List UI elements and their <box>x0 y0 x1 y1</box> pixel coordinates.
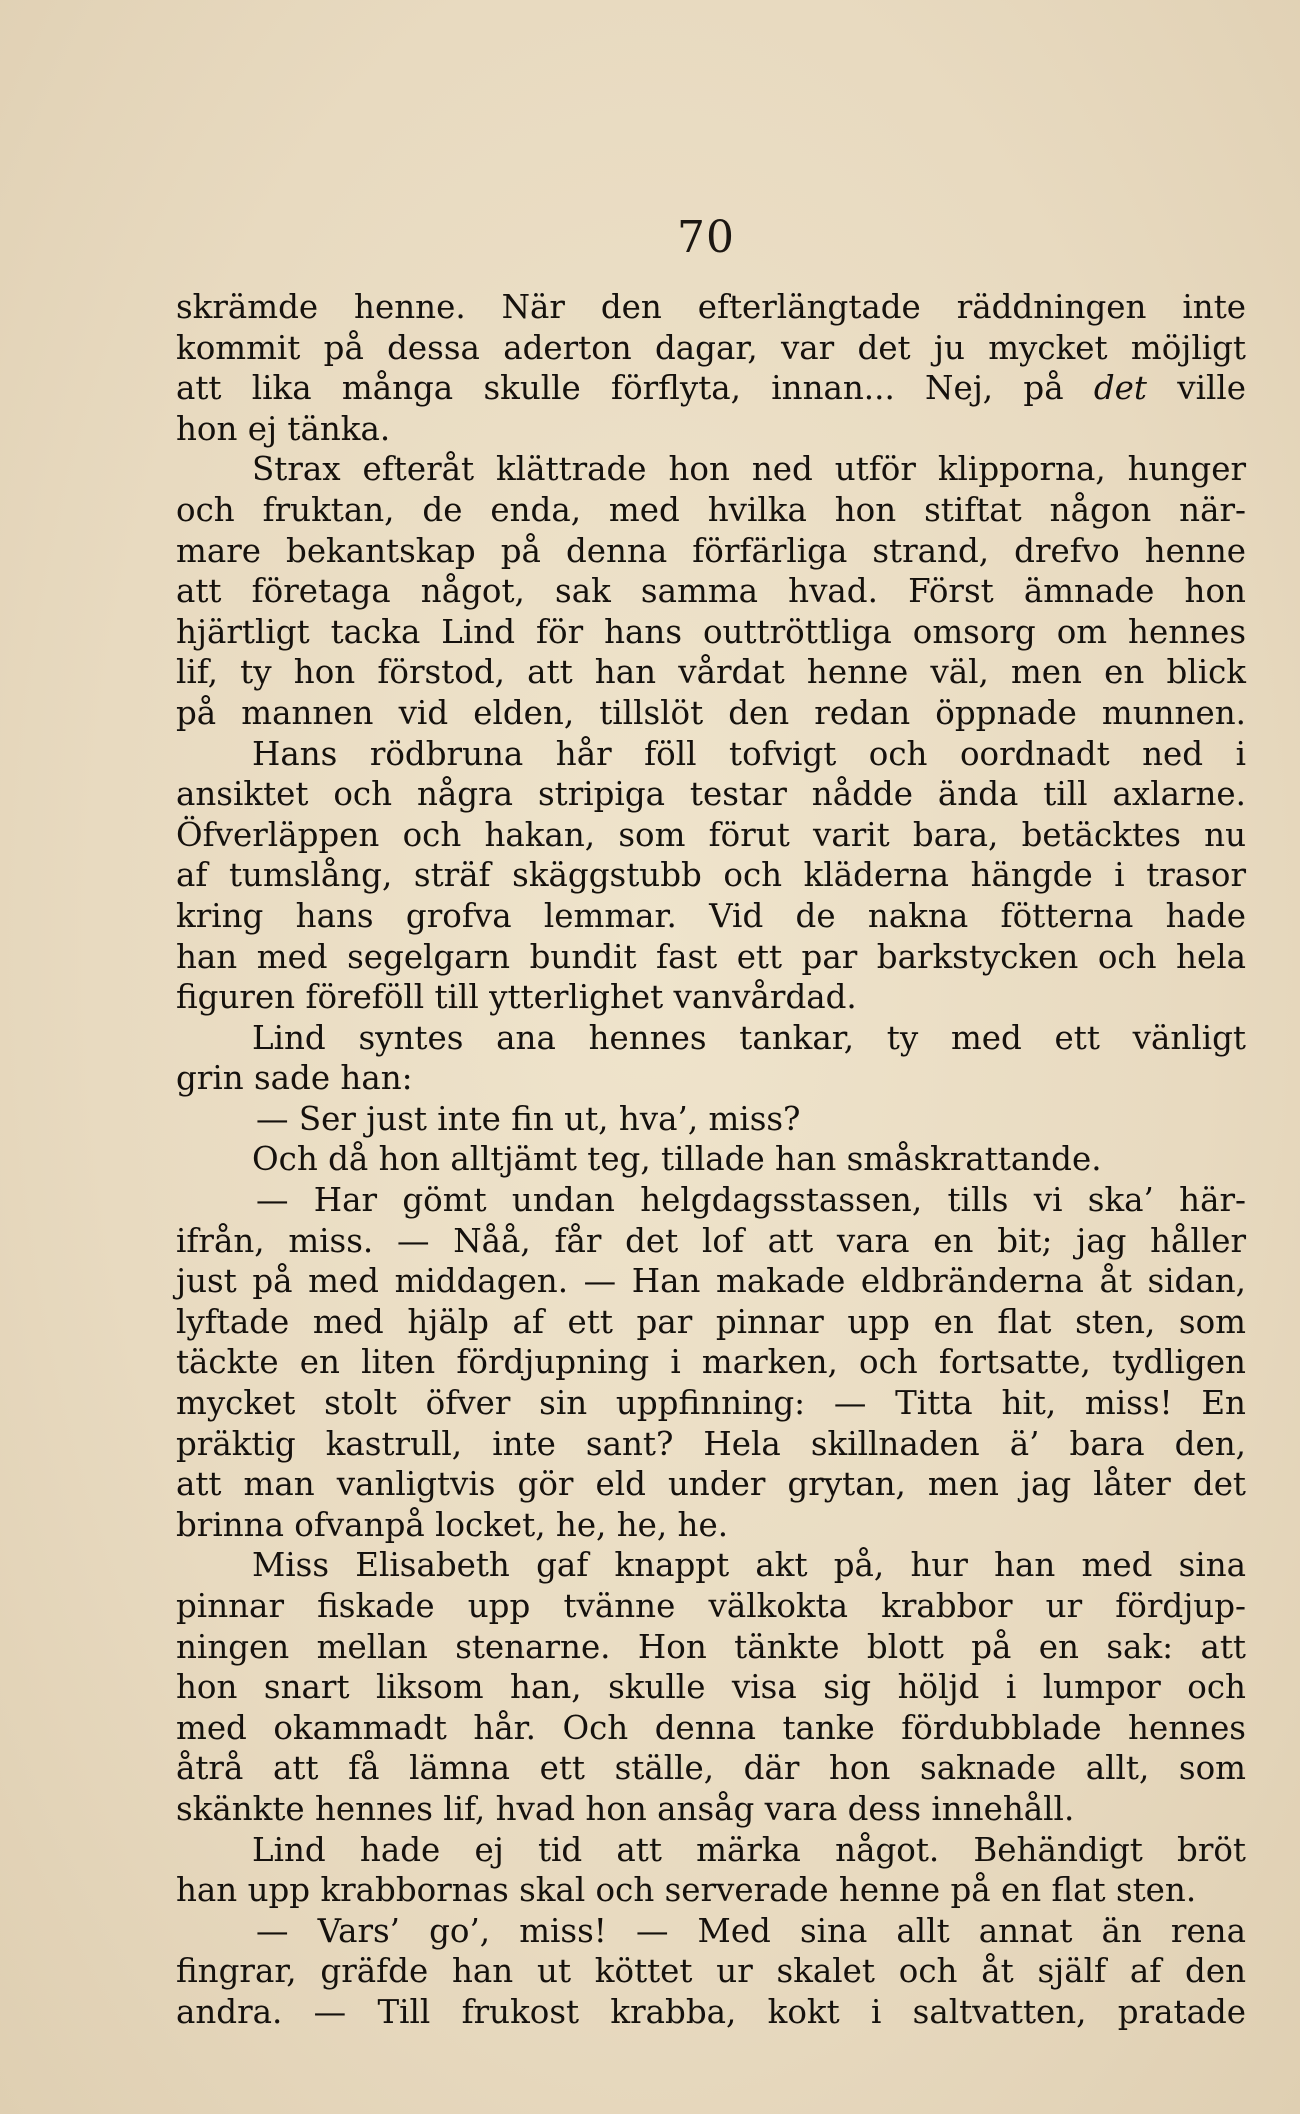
text-line: kommit på dessa aderton dagar, var det ju mycket möjligt <box>176 328 1246 367</box>
text-line: Hans rödbruna hår föll tofvigt och oordnadt ned i <box>252 734 1246 773</box>
text-line: af tumslång, sträf skäggstubb och kläderna hängde i trasor <box>176 856 1246 895</box>
text-line: — Ser just inte fin ut, hva’, miss? <box>256 1099 801 1138</box>
text-line: mare bekantskap på denna förfärliga strand, drefvo henne <box>176 531 1246 570</box>
text-line: brinna ofvanpå locket, he, he, he. <box>176 1505 729 1544</box>
page-number: 70 <box>677 212 735 263</box>
text-line: pinnar fiskade upp tvänne välkokta krabbor ur fördjup- <box>176 1587 1246 1625</box>
text-line: att lika många skulle förflyta, innan... Nej, på det ville <box>176 369 1247 408</box>
text-line: ansiktet och några stripiga testar nådde ända till axlarne. <box>176 775 1246 814</box>
text-line: på mannen vid elden, tillslöt den redan öppnade munnen. <box>176 693 1246 732</box>
text-line: just på med middagen. — Han makade eldbränderna åt sidan, <box>176 1262 1246 1301</box>
text-line: fingrar, gräfde han ut köttet ur skalet och åt själf af den <box>176 1952 1246 1991</box>
text-line: och fruktan, de enda, med hvilka hon stiftat någon när- <box>176 490 1246 529</box>
body-text <box>176 287 1246 2033</box>
text-line: skrämde henne. När den efterlängtade räddningen inte <box>176 288 1246 326</box>
text-line: Strax efteråt klättrade hon ned utför klipporna, hunger <box>252 450 1246 489</box>
text-line: lyftade med hjälp af ett par pinnar upp en flat sten, som <box>176 1302 1246 1341</box>
text-line: hon ej tänka. <box>176 409 391 448</box>
text-line: att företaga något, sak samma hvad. Först ämnade hon <box>176 572 1246 611</box>
text-line: åtrå att få lämna ett ställe, där hon saknade allt, som <box>176 1749 1246 1788</box>
text-line: Lind syntes ana hennes tankar, ty med ett vänligt <box>252 1018 1246 1057</box>
text-line: ningen mellan stenarne. Hon tänkte blott på en sak: att <box>176 1627 1246 1666</box>
text-line: kring hans grofva lemmar. Vid de nakna fötterna hade <box>176 896 1246 935</box>
text-line: andra. — Till frukost krabba, kokt i saltvatten, pratade <box>176 1992 1246 2031</box>
text-line: ifrån, miss. — Nåå, får det lof att vara en bit; jag håller <box>176 1221 1246 1260</box>
text-line: täckte en liten fördjupning i marken, och fortsatte, tydligen <box>176 1343 1246 1382</box>
text-line: figuren föreföll till ytterlighet vanvårdad. <box>176 978 857 1017</box>
text-line: Lind hade ej tid att märka något. Behändigt bröt <box>252 1830 1246 1869</box>
text-line: hjärtligt tacka Lind för hans outtröttliga omsorg om hennes <box>176 612 1246 651</box>
text-line: han med segelgarn bundit fast ett par barkstycken och hela <box>176 937 1246 976</box>
text-line: lif, ty hon förstod, att han vårdat henne väl, men en blick <box>176 653 1246 692</box>
text-line: Miss Elisabeth gaf knappt akt på, hur han med sina <box>252 1546 1246 1585</box>
emphasis: det <box>1093 369 1147 408</box>
text-line: han upp krabbornas skal och serverade henne på en flat sten. <box>176 1871 1197 1910</box>
text-line: grin sade han: <box>176 1059 413 1098</box>
text-line: skänkte hennes lif, hvad hon ansåg vara dess innehåll. <box>176 1789 1075 1828</box>
text-line: Öfverläppen och hakan, som förut varit bara, betäcktes nu <box>176 815 1246 854</box>
text-line: — Vars’ go’, miss! — Med sina allt annat än rena <box>256 1911 1246 1950</box>
text-line: med okammadt hår. Och denna tanke fördubblade hennes <box>176 1708 1246 1747</box>
text-line: präktig kastrull, inte sant? Hela skillnaden ä’ bara den, <box>176 1424 1246 1463</box>
text-line: — Har gömt undan helgdagsstassen, tills vi ska’ här- <box>256 1181 1246 1220</box>
text-line: mycket stolt öfver sin uppfinning: — Titta hit, miss! En <box>176 1384 1246 1423</box>
text-line: att man vanligtvis gör eld under grytan, men jag låter det <box>176 1465 1246 1504</box>
text-line: Och då hon alltjämt teg, tillade han småskrattande. <box>252 1140 1102 1179</box>
text-line: hon snart liksom han, skulle visa sig höljd i lumpor och <box>176 1668 1246 1707</box>
